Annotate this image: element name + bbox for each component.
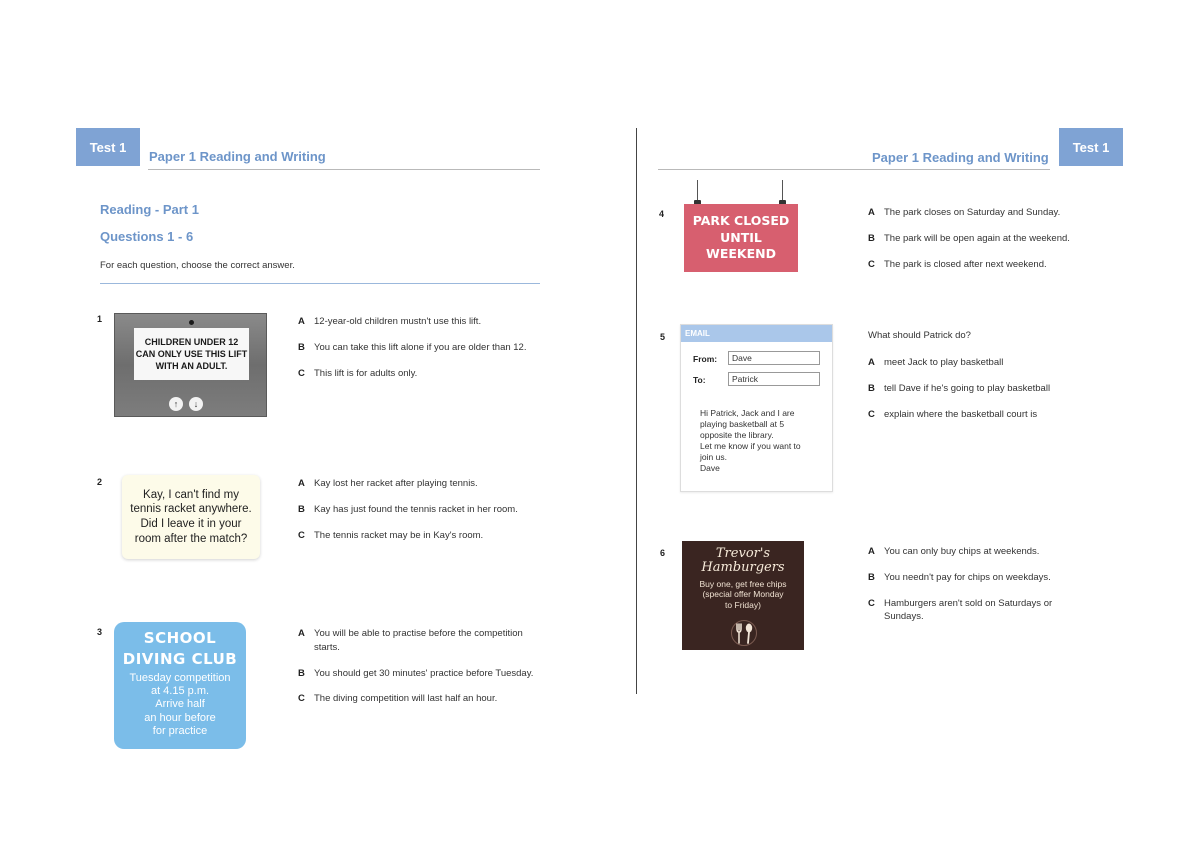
option-letter: A — [868, 357, 875, 368]
options-q4 — [868, 206, 1108, 271]
options-q6 — [868, 545, 1068, 624]
hamburger-sign — [682, 541, 804, 650]
option-letter: C — [298, 529, 305, 541]
option-letter: B — [868, 571, 875, 583]
note-line: room after the match? — [134, 532, 248, 545]
sign-line: WITH AN ADULT. — [155, 361, 228, 372]
option-text: explain where the basketball court is — [884, 408, 1038, 420]
option-c[interactable] — [298, 692, 548, 706]
option-letter: B — [298, 341, 305, 353]
option-b[interactable] — [298, 667, 548, 681]
option-text: meet Jack to play basketball — [884, 357, 1004, 368]
question-number: 6 — [660, 548, 666, 558]
option-letter: B — [868, 232, 875, 244]
option-text: The diving competition will last half an hour. — [314, 693, 498, 705]
option-b[interactable] — [298, 503, 548, 517]
option-letter: B — [298, 503, 305, 515]
email-line: Let me know if you want to — [700, 441, 801, 452]
lift-notice — [134, 328, 249, 380]
fork-spoon-icon — [730, 619, 758, 647]
hanging-wire — [697, 180, 698, 202]
option-a[interactable] — [868, 356, 1108, 370]
option-c[interactable] — [868, 408, 1108, 422]
paper-title-right: Paper 1 Reading and Writing — [872, 150, 1049, 165]
email-line: Dave — [700, 463, 720, 474]
option-b[interactable] — [868, 232, 1108, 246]
option-letter: C — [868, 258, 875, 270]
email-line: Hi Patrick, Jack and I are — [700, 408, 795, 418]
lift-sign — [114, 313, 267, 417]
to-label: To: — [693, 375, 706, 385]
option-text: You can take this lift alone if you are older than 12. — [314, 341, 527, 353]
options-q2 — [298, 477, 548, 542]
options-q1 — [298, 315, 548, 380]
burger-body-line: (special offer Monday — [702, 589, 784, 600]
option-text: You can only buy chips at weekends. — [884, 546, 1040, 557]
option-text: The park is closed after next weekend. — [884, 258, 1047, 270]
option-text: You should get 30 minutes' practice before Tuesday. — [314, 667, 534, 679]
test-tab-left: Test 1 — [76, 128, 140, 166]
arrow-up-icon: ↑ — [169, 397, 183, 411]
option-letter: B — [868, 382, 875, 394]
question-number: 3 — [97, 627, 103, 637]
diving-body-line: for practice — [152, 724, 208, 737]
sign-line: UNTIL WEEKEND — [706, 229, 776, 262]
email-window — [680, 324, 833, 492]
header-rule-right — [658, 169, 1050, 170]
option-b[interactable] — [298, 341, 548, 355]
option-letter: C — [298, 367, 305, 379]
option-letter: A — [868, 207, 875, 218]
diving-body-line: an hour before — [144, 711, 216, 724]
burger-body-line: Buy one, get free chips — [699, 578, 787, 589]
option-letter: C — [868, 597, 875, 609]
email-body — [700, 408, 825, 474]
email-header: EMAIL — [681, 325, 832, 342]
option-letter: B — [298, 667, 305, 679]
diving-body-line: Arrive half — [155, 698, 205, 711]
questions-range: Questions 1 - 6 — [100, 229, 194, 244]
to-field: Patrick — [728, 372, 820, 386]
test-tab-right: Test 1 — [1059, 128, 1123, 166]
option-text: The tennis racket may be in Kay's room. — [314, 529, 484, 541]
note-card — [122, 475, 260, 559]
option-b[interactable] — [868, 571, 1068, 585]
option-letter: A — [298, 628, 305, 639]
diving-body-line: Tuesday competition — [129, 672, 231, 684]
option-letter: C — [298, 693, 305, 705]
question-number: 2 — [97, 477, 103, 487]
pin-icon — [189, 320, 194, 325]
email-line: join us. — [700, 452, 727, 463]
question-number: 5 — [660, 332, 666, 342]
from-label: From: — [693, 354, 718, 364]
option-text: 12-year-old children mustn't use this lift. — [314, 316, 482, 327]
options-q3 — [298, 627, 548, 706]
sign-line: PARK CLOSED — [692, 212, 790, 228]
sign-line: CHILDREN UNDER 12 — [144, 336, 239, 347]
email-line: opposite the library. — [700, 430, 774, 441]
park-closed-sign — [684, 204, 798, 272]
option-letter: A — [298, 316, 305, 327]
note-line: tennis racket anywhere. — [130, 503, 252, 516]
question-number: 1 — [97, 314, 103, 324]
option-a[interactable] — [868, 206, 1108, 220]
burger-title-line: Hamburgers — [701, 560, 785, 576]
option-letter: C — [868, 408, 875, 420]
instruction-text: For each question, choose the correct answer. — [100, 260, 295, 271]
option-text: Kay has just found the tennis racket in her room. — [314, 503, 518, 515]
option-a[interactable] — [298, 315, 548, 329]
option-text: The park closes on Saturday and Sunday. — [884, 207, 1061, 218]
paper-title-left: Paper 1 Reading and Writing — [149, 149, 326, 164]
option-c[interactable] — [868, 597, 1068, 625]
option-b[interactable] — [868, 382, 1108, 396]
option-text: Kay lost her racket after playing tennis. — [314, 478, 478, 489]
option-text: Hamburgers aren't sold on Saturdays or Sundays. — [884, 597, 1053, 623]
option-text: tell Dave if he's going to play basketball — [884, 382, 1051, 394]
option-text: The park will be open again at the weekend. — [884, 232, 1070, 244]
from-field: Dave — [728, 351, 820, 365]
section-title: Reading - Part 1 — [100, 202, 199, 217]
diving-title-line: SCHOOL — [143, 629, 217, 647]
option-a[interactable] — [298, 477, 548, 491]
diving-title-line: DIVING CLUB — [122, 650, 238, 668]
question-text: What should Patrick do? — [868, 330, 971, 341]
option-a[interactable] — [298, 627, 548, 655]
option-c[interactable] — [298, 529, 548, 543]
hanging-wire — [782, 180, 783, 202]
burger-title-line: Trevor's — [715, 546, 771, 561]
option-text: You needn't pay for chips on weekdays. — [884, 571, 1051, 583]
header-rule-left — [148, 169, 540, 170]
note-line: Kay, I can't find my — [143, 488, 239, 501]
option-c[interactable] — [298, 367, 548, 381]
option-a[interactable] — [868, 545, 1068, 559]
option-text: You will be able to practise before the competition starts. — [314, 628, 523, 653]
option-letter: A — [868, 546, 875, 557]
email-line: playing basketball at 5 — [700, 419, 785, 430]
sign-line: CAN ONLY USE THIS LIFT — [135, 348, 248, 359]
question-number: 4 — [659, 209, 665, 219]
burger-body-line: to Friday) — [725, 599, 761, 610]
arrow-down-icon: ↓ — [189, 397, 203, 411]
instruction-rule — [100, 283, 540, 284]
option-text: This lift is for adults only. — [314, 367, 418, 379]
page-divider — [636, 128, 637, 694]
diving-club-sign — [114, 622, 246, 749]
diving-body-line: at 4.15 p.m. — [150, 685, 210, 698]
options-q5 — [868, 356, 1108, 421]
option-c[interactable] — [868, 258, 1108, 272]
option-letter: A — [298, 478, 305, 489]
note-line: Did I leave it in your — [140, 518, 242, 530]
